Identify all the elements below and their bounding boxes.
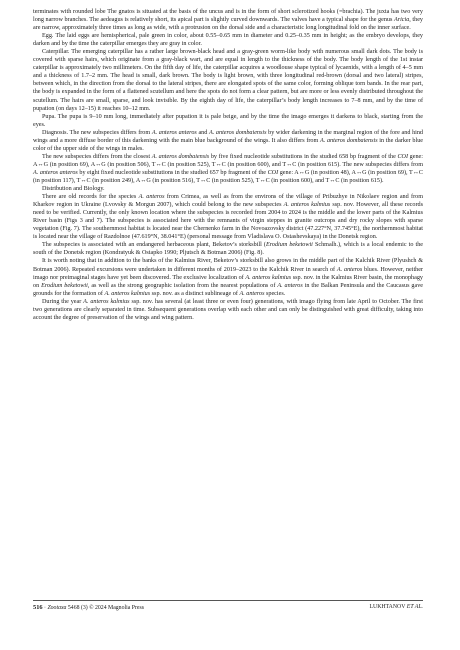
text-run: , as well as the strong geographic isolation from the nearest populations of xyxy=(87,282,278,289)
paragraph xyxy=(33,298,423,322)
body-text xyxy=(33,8,423,322)
text-run: from Crimea, as well as from the environs of the village of Pribuzhye in Nikolaev region and from Kharkov region in Ukraine (Lvovsky & Morgun 2007), which could belong to the new subspecies xyxy=(33,194,423,209)
paragraph xyxy=(33,48,423,112)
author-etal: ET AL. xyxy=(406,604,423,610)
paragraph xyxy=(33,32,423,48)
italic-term: Erodium beketowii xyxy=(265,242,313,249)
italic-term: A. anteros dombaiensis xyxy=(151,153,210,160)
paragraph xyxy=(33,185,423,193)
paragraph xyxy=(33,193,423,241)
text-run: gene: A↔G (in position 48), A↔G (in position 69), T↔C (in position 117), T↔C (in position 249), A↔G (in position 516), T↔C (in position 525), T↔C (in position 600), and T↔C (in position 615). xyxy=(33,169,424,184)
text-run: Egg. The laid eggs are hemispherical, pale green in color, about 0.55–0.65 mm in diameter and 0.25–0.35 mm in height; as the embryo develops, they darken and by the time the caterpillar emerges they are gray in color. xyxy=(33,33,423,48)
text-run: terminates with rounded lobe The gnatos is situated at the basis of the uncus and is in the form of short sclerotized hooks (=brachia). The juxta has two very long narrow branches. The aedeagus is relatively short, its apical part is slightly curved downwards. The valves have a typical shape for the genus xyxy=(33,9,423,24)
text-run: by eight fixed nucleotide substitutions in the studied 657 bp fragment of the xyxy=(77,169,268,176)
text-run: species. xyxy=(264,290,286,297)
footer-divider xyxy=(33,600,423,601)
italic-term: COI xyxy=(267,169,279,176)
italic-term: COI xyxy=(397,153,409,160)
italic-term: A. anteros kalmius xyxy=(245,274,292,281)
page-number: 516 xyxy=(33,604,43,611)
text-run: blues. However, neither imago nor preimaginal stages have yet been discovered. The exclusive localization of xyxy=(33,266,424,281)
paragraph xyxy=(33,241,423,257)
text-run: by five fixed nucleotide substitutions in the studied 658 bp fragment of the xyxy=(209,153,398,160)
journal-citation: 5468 (3) © 2024 Magnolia Press xyxy=(67,605,144,611)
text-run: During the year xyxy=(42,298,84,305)
paragraph xyxy=(33,153,423,185)
text-run: by wider darkening in the marginal region of the fore and hind wings and a more diffuse border of this darkening with the main blue background of the wings. It also differs from xyxy=(33,129,423,144)
text-run: Diagnosis. The new subspecies differs from xyxy=(42,129,152,136)
text-run: Pupa. The pupa is 9–10 mm long, immediately after pupation it is pale beige, and by the time the imago emerges it darkens to black, starting from the eyes. xyxy=(33,113,423,128)
journal-name: Zootaxa xyxy=(47,605,67,611)
italic-term: A. anteros anteros xyxy=(33,169,78,176)
text-run: , they are narrow, approximately three times as long as wide, with a protrusion on the dorsal side and a characteristic long longitudinal fold on the inner surface. xyxy=(33,17,423,32)
text-run: Caterpillar. The emerging caterpillar has a rather large brown-black head and a gray-green worm-like body with numerous small dark dots. The body is covered with sparse hairs, which originate from a gray-black wart, and are equal in length to the thickness of the body. The body length of the 1st instar caterpillar is approximately two millimeters. On the fifth day of life, the caterpillar acquires a woodlouse shape typical of lycaenids, with a length of 4–5 mm and a thickness of 1.7–2 mm. The head is small, dark brown. The body is light brown, with three longitudinal red-brown (dorsal and two lateral) stripes, between which, in the direction from the dorsal to the lateral stripes, there are elongated spots of the same color, forming oblique torn bands. In the rear part, the body is expanded in the form of a flattened scutellum and here the spots do not form a clear pattern, but are more or less evenly distributed throughout the scutellum. The hairs are small, sparse, and look invisible. By the eighth day of life, the caterpillar’s body length increases to 7–8 mm, and by the time of pupation (on days 12–15) it reaches 10–12 mm. xyxy=(33,49,423,112)
text-run: ssp. nov. has several (at least three or even four) generations, with imago flying from late April to October. The first two generations are clearly separated in time. Subsequent generations overlap with each other and can only be distinguished with great difficulty, taking into account the degree of preservation of the wings and wing pattern. xyxy=(33,298,423,321)
italic-term: A. anteros kalmius xyxy=(83,298,130,305)
italic-term: A. anteros kalmius xyxy=(283,202,331,209)
text-run: and xyxy=(196,129,209,136)
italic-term: A. anteros dombaiensis xyxy=(319,137,378,144)
footer-citation xyxy=(33,604,144,612)
italic-term: Aricia xyxy=(393,17,410,24)
paragraph xyxy=(33,8,423,32)
text-run: It is worth noting that in addition to the banks of the Kalmius River, Beketov’s storksbill also grows in the middle part of the Kalchik River (Plyushch & Botman 2006). Repeated excursions were undertaken in different months of 2019–2023 to the Kalchik River in search of xyxy=(33,258,423,273)
footer-bullet: · xyxy=(44,605,46,611)
italic-term: A. anteros anteros xyxy=(151,129,197,136)
italic-term: A. anteros xyxy=(138,194,165,201)
text-run: ssp. nov. However, all these records need to be verified. Currently, the only known location where the subspecies is recorded from 2004 to 2024 is the middle and the lower parts of the Kalmius River basin (Figs 3 and 7). The subspecies is associated here with the remnants of virgin steppes in granite outcrops and dry rocky slopes with sparse vegetation (Fig. 7). The southernmost habitat is located near the Chernenko farm in the Novoazovsky district (47.227°N, 37.745°E), the northernmost habitat is located near the village of Razdolnoe (47.619°N, 38.041°E) (personal message from Vladislava O. Ostashevskaya) in the Donetsk region. xyxy=(33,202,423,241)
text-run: There are old records for the species xyxy=(42,194,139,201)
italic-term: A. anteros xyxy=(239,290,265,297)
italic-term: A. anteros xyxy=(336,266,363,273)
text-run: gene: A↔G (in position 69), A↔G (in position 506), T↔C (in position 525), T↔C (in position 600), and T↔C (in position 615). The new subspecies differs from xyxy=(33,153,423,168)
paragraph xyxy=(33,257,423,297)
text-run: ssp. nov. as a distinct sublineage of xyxy=(150,290,240,297)
text-run: in the Balkan Peninsula and the Caucasus gave grounds for the formation of xyxy=(33,282,424,297)
running-authors xyxy=(370,604,424,611)
italic-term: A. anteros dombaiensis xyxy=(208,129,267,136)
italic-term: A. anteros kalmius xyxy=(104,290,151,297)
text-run: in the darker blue color of the upper side of the wings in males. xyxy=(33,137,423,152)
italic-term: A. anteros xyxy=(277,282,303,289)
author-name: LUKHTANOV xyxy=(369,604,406,610)
text-run: Schmalh.), which is a local endemic to the south of the Donetsk region (Kondratyuk & Ostapko 1990; Pljutsch & Botman 2006) (Fig. 8). xyxy=(33,242,423,257)
text-run: The new subspecies differs from the closest xyxy=(42,153,152,160)
text-run: Distribution and Biology. xyxy=(42,186,105,193)
text-run: ssp. nov. in the Kalmius River basin, the monophagy on xyxy=(33,274,423,289)
italic-term: Erodium beketowii xyxy=(41,282,88,289)
paragraph xyxy=(33,113,423,129)
paragraph xyxy=(33,129,423,153)
text-run: The subspecies is associated with an endangered herbaceous plant, Beketov’s storksbill ( xyxy=(42,242,266,249)
